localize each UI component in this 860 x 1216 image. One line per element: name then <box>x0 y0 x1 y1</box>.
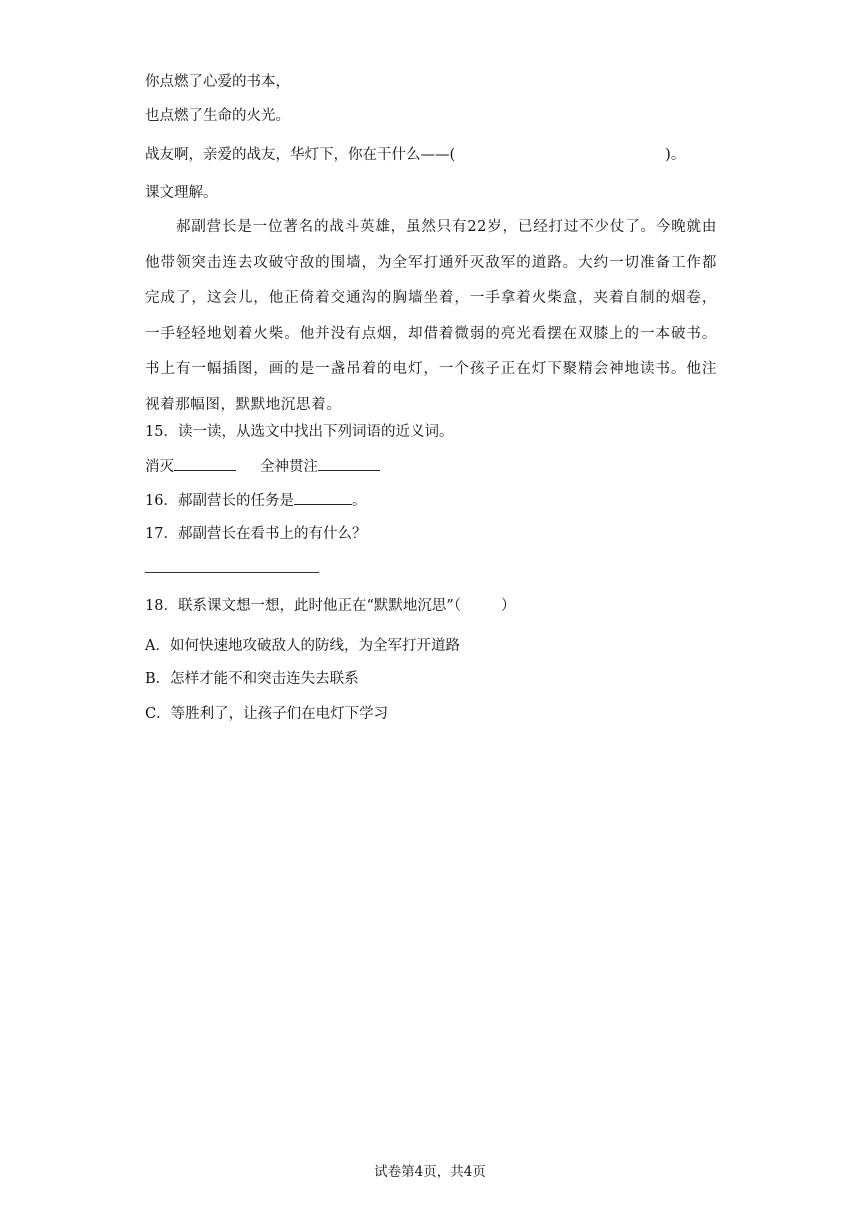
q15-blank-2[interactable] <box>318 456 380 471</box>
question-18 <box>145 596 516 616</box>
passage-text: 郝副营长是一位著名的战斗英雄，虽然只有22岁，已经打过不少仗了。今晚就由他带领突击连去攻破守敌的围墙，为全军打通歼灭敌军的道路。大约一切准备工作都完成了，这会儿，他正倚着交通沟的胸墙坐着，一手拿着火柴盒，夹着自制的烟卷，一手轻轻地划着火柴。他并没有点烟，却借着微弱的亮光看摆在双膝上的一本破书。书上有一幅插图，画的是一盏吊着的电灯，一个孩子正在灯下聚精会神地读书。他注视着那幅图，默默地沉思着。 <box>145 219 717 413</box>
poem-line-1: 你点燃了心爱的书本， <box>145 74 290 90</box>
section-title: 课文理解。 <box>145 185 218 201</box>
q15-word-2: 全神贯注 <box>260 459 318 475</box>
q16-blank[interactable] <box>294 490 352 505</box>
question-17: 17．郝副营长在看书上的有什么？ <box>145 526 367 542</box>
q18-option-a[interactable]: A．如何快速地攻破敌人的防线，为全军打开道路 <box>145 638 460 654</box>
page-footer: 试卷第4页，共4页 <box>374 1164 486 1180</box>
q18-suffix: ） <box>501 598 516 614</box>
q18-option-c[interactable]: C．等胜利了，让孩子们在电灯下学习 <box>145 706 389 722</box>
question-15: 15．读一读，从选文中找出下列词语的近义词。 <box>145 424 454 440</box>
q18-option-b[interactable]: B．怎样才能不和突击连失去联系 <box>145 671 359 687</box>
poem-line-3-suffix: )。 <box>665 147 686 163</box>
q15-word-1: 消灭 <box>145 459 174 475</box>
q17-answer-line[interactable] <box>145 572 319 573</box>
q15-blank-1[interactable] <box>174 456 236 471</box>
q18-prefix: 18．联系课文想一想，此时他正在“默默地沉思”（ <box>145 598 462 614</box>
question-15-fields <box>145 456 380 477</box>
poem-line-2: 也点燃了生命的火光。 <box>145 108 290 124</box>
poem-line-3 <box>145 145 685 165</box>
poem-line-3-prefix: 战友啊，亲爱的战友，华灯下，你在干什么——( <box>145 147 456 163</box>
question-16 <box>145 490 366 511</box>
q16-prefix: 16．郝副营长的任务是 <box>145 493 294 509</box>
q16-suffix: 。 <box>351 493 367 509</box>
